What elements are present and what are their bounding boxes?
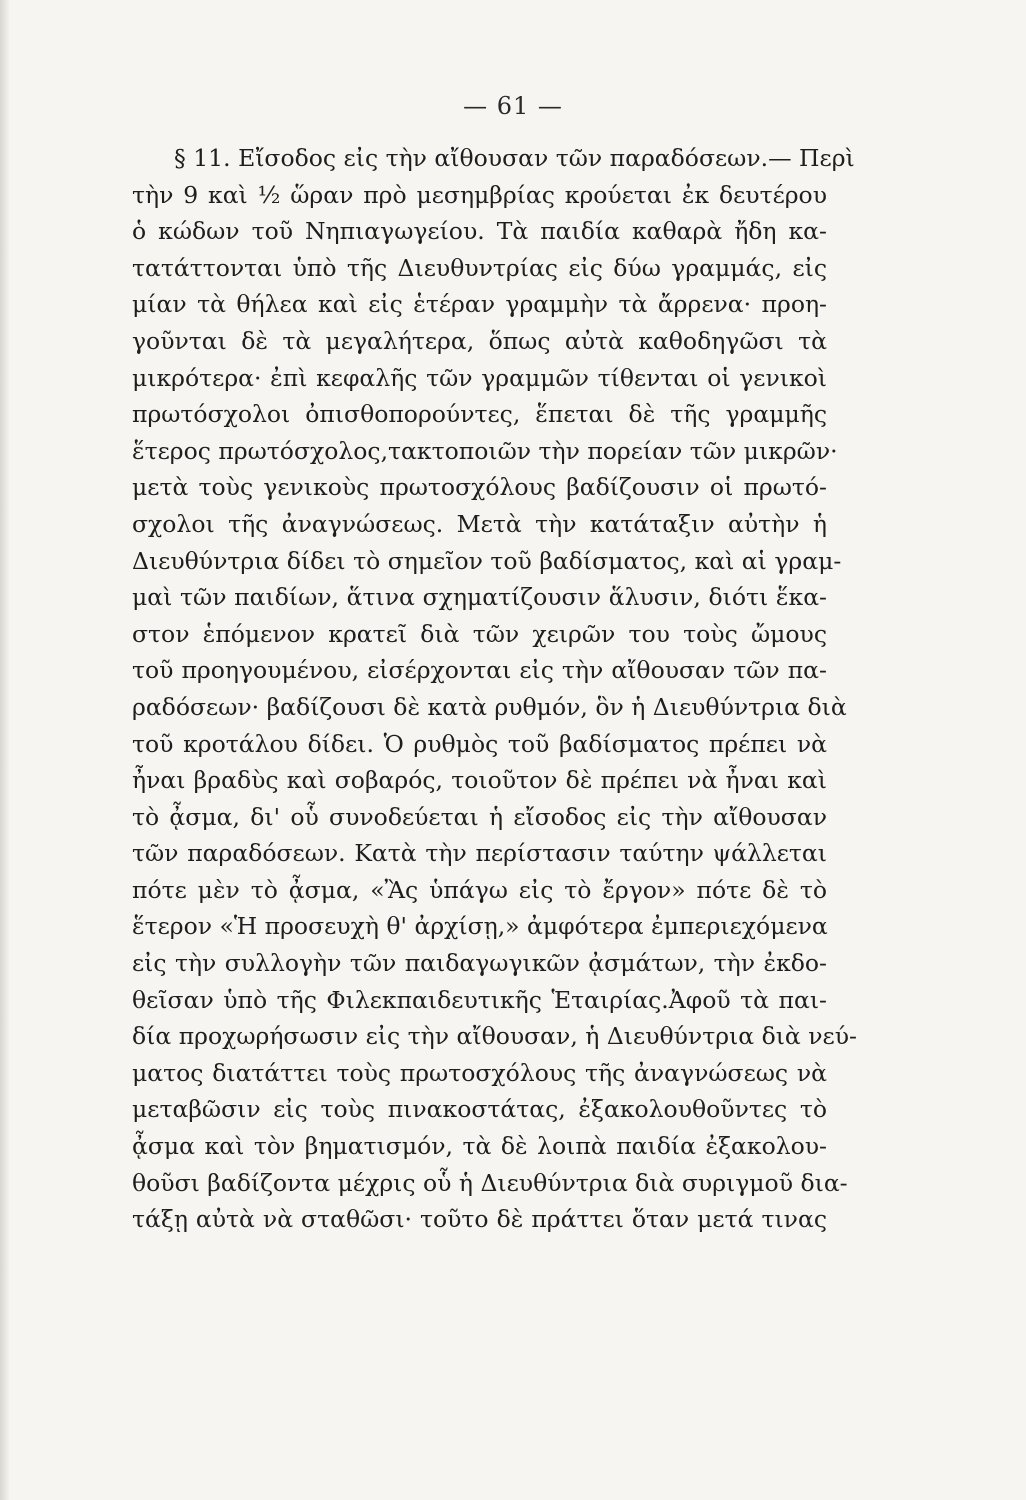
- text-line: πρωτόσχολοι ὀπισθοπορούντες, ἕπεται δὲ τῆς γραμμῆς: [132, 400, 827, 429]
- text-line: ραδόσεων· βαδίζουσι δὲ κατὰ ρυθμόν, ὃν ἡ Διευθύντρια διὰ: [132, 692, 847, 721]
- page-spine-shadow: [0, 0, 10, 1500]
- text-line: ματος διατάττει τοὺς πρωτοσχόλους τῆς ἀναγνώσεως νὰ: [132, 1058, 827, 1087]
- text-line: τῶν παραδόσεων. Κατὰ τὴν περίστασιν ταύτην ψάλλεται: [132, 839, 827, 868]
- text-line: μεταβῶσιν εἰς τοὺς πινακοστάτας, ἐξακολουθοῦντες τὸ: [132, 1095, 827, 1124]
- text-line: θοῦσι βαδίζοντα μέχρις οὗ ἡ Διευθύντρια διὰ συριγμοῦ δια-: [132, 1168, 848, 1197]
- body-text: [132, 140, 857, 1238]
- text-line: στον ἑπόμενον κρατεῖ διὰ τῶν χειρῶν του τοὺς ὤμους: [132, 619, 827, 648]
- text-line: ᾆσμα καὶ τὸν βηματισμόν, τὰ δὲ λοιπὰ παιδία ἐξακολου-: [132, 1132, 827, 1161]
- text-line: ἕτερος πρωτόσχολος,τακτοποιῶν τὴν πορείαν τῶν μικρῶν·: [132, 436, 838, 465]
- text-line: ἕτερον «Ἡ προσευχὴ θ' ἀρχίσῃ,» ἀμφότερα ἐμπεριεχόμενα: [132, 912, 828, 941]
- text-line: τοῦ προηγουμένου, εἰσέρχονται εἰς τὴν αἴθουσαν τῶν πα-: [132, 656, 827, 685]
- text-line: μετὰ τοὺς γενικοὺς πρωτοσχόλους βαδίζουσιν οἱ πρωτό-: [132, 473, 827, 502]
- text-line: μίαν τὰ θήλεα καὶ εἰς ἑτέραν γραμμὴν τὰ ἄρρενα· προη-: [132, 290, 827, 319]
- text-line: μικρότερα· ἐπὶ κεφαλῆς τῶν γραμμῶν τίθενται οἱ γενικοὶ: [132, 363, 827, 392]
- text-line: τοῦ κροτάλου δίδει. Ὁ ρυθμὸς τοῦ βαδίσματος πρέπει νὰ: [132, 729, 827, 758]
- text-line: δία προχωρήσωσιν εἰς τὴν αἴθουσαν, ἡ Διευθύντρια διὰ νεύ-: [132, 1022, 857, 1051]
- text-line: § 11. Εἴσοδος εἰς τὴν αἴθουσαν τῶν παραδόσεων.— Περὶ: [174, 144, 855, 172]
- text-line: εἰς τὴν συλλογὴν τῶν παιδαγωγικῶν ᾀσμάτων, τὴν ἐκδο-: [132, 949, 827, 978]
- text-line: Διευθύντρια δίδει τὸ σημεῖον τοῦ βαδίσματος, καὶ αἱ γραμ-: [132, 546, 842, 575]
- page-number: — 61 —: [463, 92, 563, 120]
- text-line: μαὶ τῶν παιδίων, ἅτινα σχηματίζουσιν ἅλυσιν, διότι ἕκα-: [132, 583, 827, 612]
- text-line: τὸ ᾆσμα, δι' οὗ συνοδεύεται ἡ εἴσοδος εἰς τὴν αἴθουσαν: [132, 802, 827, 831]
- text-line: σχολοι τῆς ἀναγνώσεως. Μετὰ τὴν κατάταξιν αὐτὴν ἡ: [132, 509, 827, 538]
- text-line: τατάττονται ὑπὸ τῆς Διευθυντρίας εἰς δύω γραμμάς, εἰς: [132, 253, 827, 282]
- text-line: ὁ κώδων τοῦ Νηπιαγωγείου. Τὰ παιδία καθαρὰ ἤδη κα-: [132, 217, 827, 246]
- text-line: θεῖσαν ὑπὸ τῆς Φιλεκπαιδευτικῆς Ἑταιρίας.Ἀφοῦ τὰ παι-: [132, 985, 827, 1014]
- text-line: τὴν 9 καὶ ½ ὥραν πρὸ μεσημβρίας κρούεται ἐκ δευτέρου: [132, 180, 827, 209]
- text-line: γοῦνται δὲ τὰ μεγαλήτερα, ὅπως αὐτὰ καθοδηγῶσι τὰ: [132, 326, 827, 355]
- text-line: πότε μὲν τὸ ᾆσμα, «Ἂς ὑπάγω εἰς τὸ ἔργον» πότε δὲ τὸ: [132, 875, 827, 904]
- text-line: ἦναι βραδὺς καὶ σοβαρός, τοιοῦτον δὲ πρέπει νὰ ἦναι καὶ: [132, 766, 827, 795]
- text-line: τάξῃ αὐτὰ νὰ σταθῶσι· τοῦτο δὲ πράττει ὅταν μετά τινας: [132, 1205, 827, 1234]
